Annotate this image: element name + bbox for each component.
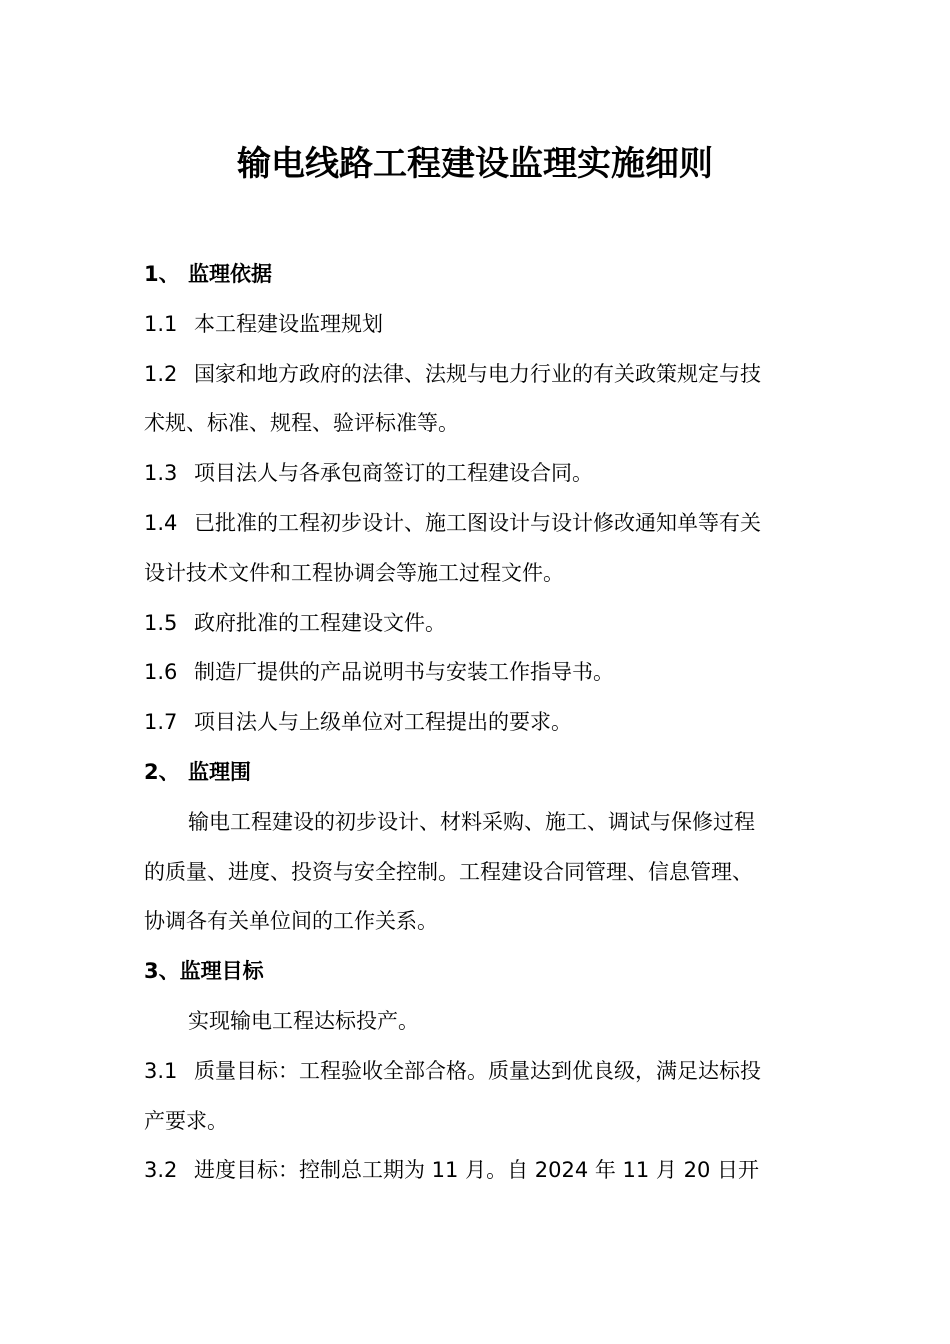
item-text: 项目法人与上级单位对工程提出的要求。: [194, 710, 572, 735]
list-item-1-6: [144, 648, 812, 698]
section-heading-text: 监理围: [188, 759, 251, 784]
document-body: [144, 250, 812, 1196]
item-number: 1.4: [144, 510, 178, 535]
item-number: 3.1: [144, 1058, 178, 1083]
list-item-3-1-continued: 产要求。: [144, 1108, 228, 1133]
item-text: 制造厂提供的产品说明书与安装工作指导书。: [194, 660, 614, 685]
item-text: 政府批准的工程建设文件。: [194, 610, 446, 635]
item-text: 项目法人与各承包商签订的工程建设合同。: [194, 461, 593, 486]
paragraph-line: 的质量、进度、投资与安全控制。工程建设合同管理、信息管理、: [144, 859, 753, 884]
item-text: 本工程建设监理规划: [194, 311, 383, 336]
section-heading-2: [144, 748, 812, 798]
list-item-1-4-continued: 设计技术文件和工程协调会等施工过程文件。: [144, 560, 564, 585]
item-number: 1.3: [144, 461, 178, 486]
paragraph-line: 输电工程建设的初步设计、材料采购、施工、调试与保修过程: [188, 809, 755, 834]
list-item-1-2-continued: 术规、标准、规程、验评标准等。: [144, 411, 459, 436]
section-intro: 实现输电工程达标投产。: [188, 1008, 419, 1033]
item-number: 1.2: [144, 361, 178, 386]
list-item-1-5: [144, 599, 812, 649]
list-item-1-3: [144, 449, 812, 499]
list-item-1-4: [144, 499, 812, 549]
item-text: 国家和地方政府的法律、法规与电力行业的有关政策规定与技: [194, 361, 761, 386]
item-number: 1.1: [144, 311, 178, 336]
list-item-1-1: [144, 300, 812, 350]
paragraph-line: 协调各有关单位间的工作关系。: [144, 909, 438, 934]
section-number: 1、: [144, 262, 180, 286]
section-number: 2、: [144, 759, 180, 784]
item-number: 1.6: [144, 660, 178, 685]
list-item-3-2: [144, 1146, 812, 1196]
item-text: 质量目标：工程验收全部合格。质量达到优良级，满足达标投: [194, 1058, 761, 1083]
item-text: 进度目标：控制总工期为 11 月。自 2024 年 11 月 20 日开: [194, 1158, 760, 1183]
item-number: 1.5: [144, 610, 178, 635]
item-text: 已批准的工程初步设计、施工图设计与设计修改通知单等有关: [194, 510, 761, 535]
item-number: 1.7: [144, 710, 178, 735]
section-heading-text: 监理依据: [188, 262, 272, 286]
section-heading-3: 3、监理目标: [144, 959, 264, 984]
section-heading-1: [144, 250, 812, 300]
list-item-1-7: [144, 698, 812, 748]
list-item-3-1: [144, 1047, 812, 1097]
list-item-1-2: [144, 350, 812, 400]
document-title: 输电线路工程建设监理实施细则: [237, 144, 713, 184]
item-number: 3.2: [144, 1158, 178, 1183]
